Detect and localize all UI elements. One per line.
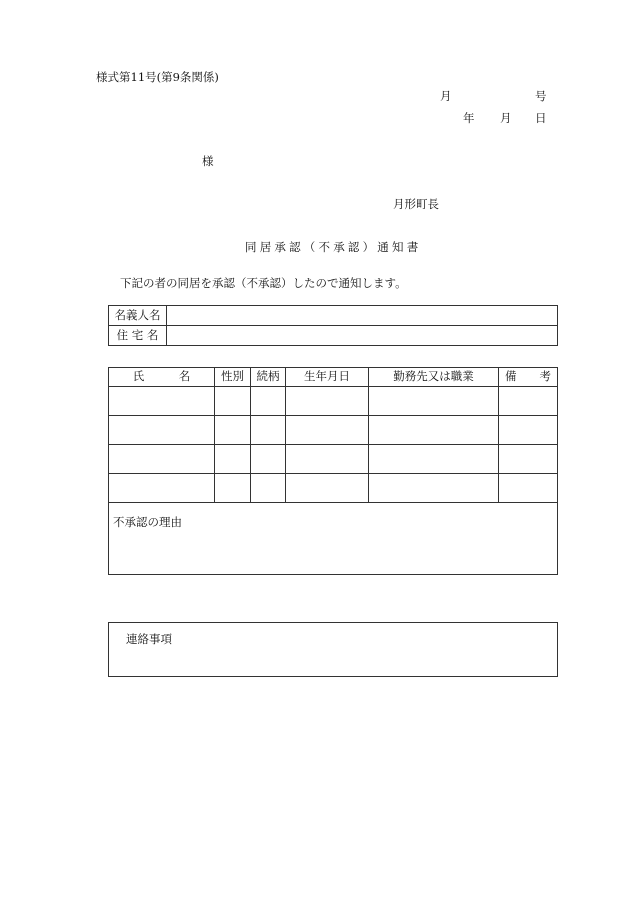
contact-notes-box[interactable] bbox=[108, 622, 558, 677]
owner-name-label: 名義人名 bbox=[109, 306, 167, 326]
member-name-cell[interactable] bbox=[109, 416, 215, 445]
header-remarks: 備 考 bbox=[499, 368, 558, 387]
member-relationship-cell[interactable] bbox=[251, 416, 286, 445]
member-gender-cell[interactable] bbox=[215, 474, 251, 503]
member-occupation-cell[interactable] bbox=[369, 416, 499, 445]
table-row bbox=[109, 474, 558, 503]
header-relationship: 続柄 bbox=[251, 368, 286, 387]
member-remarks-cell[interactable] bbox=[499, 445, 558, 474]
owner-table bbox=[108, 305, 558, 346]
member-name-cell[interactable] bbox=[109, 445, 215, 474]
body-text: 下記の者の同居を承認（不承認）したので通知します。 bbox=[120, 276, 407, 290]
member-occupation-cell[interactable] bbox=[369, 445, 499, 474]
member-occupation-cell[interactable] bbox=[369, 474, 499, 503]
member-birthdate-cell[interactable] bbox=[286, 387, 369, 416]
number-month-label: 月 bbox=[440, 89, 452, 103]
housing-name-value[interactable] bbox=[167, 326, 558, 346]
header-gender: 性別 bbox=[215, 368, 251, 387]
table-row bbox=[109, 445, 558, 474]
owner-name-value[interactable] bbox=[167, 306, 558, 326]
member-remarks-cell[interactable] bbox=[499, 416, 558, 445]
rejection-reason-label: 不承認の理由 bbox=[113, 515, 182, 529]
date-month-label: 月 bbox=[500, 111, 512, 125]
member-birthdate-cell[interactable] bbox=[286, 445, 369, 474]
number-label: 号 bbox=[535, 89, 547, 103]
member-relationship-cell[interactable] bbox=[251, 474, 286, 503]
table-row bbox=[109, 387, 558, 416]
member-gender-cell[interactable] bbox=[215, 387, 251, 416]
member-name-cell[interactable] bbox=[109, 474, 215, 503]
member-gender-cell[interactable] bbox=[215, 416, 251, 445]
member-birthdate-cell[interactable] bbox=[286, 474, 369, 503]
member-relationship-cell[interactable] bbox=[251, 387, 286, 416]
rejection-reason-box[interactable] bbox=[108, 503, 558, 575]
member-gender-cell[interactable] bbox=[215, 445, 251, 474]
member-occupation-cell[interactable] bbox=[369, 387, 499, 416]
member-remarks-cell[interactable] bbox=[499, 474, 558, 503]
form-id: 様式第11号(第9条関係) bbox=[96, 70, 219, 84]
addressee-suffix: 様 bbox=[202, 154, 214, 168]
member-birthdate-cell[interactable] bbox=[286, 416, 369, 445]
header-name: 氏 名 bbox=[109, 368, 215, 387]
member-table bbox=[108, 367, 558, 503]
housing-name-label: 住 宅 名 bbox=[109, 326, 167, 346]
contact-notes-label: 連絡事項 bbox=[126, 632, 172, 646]
date-year-label: 年 bbox=[463, 111, 475, 125]
document-title: 同居承認（不承認）通知書 bbox=[245, 240, 422, 254]
issuer-name: 月形町長 bbox=[393, 197, 439, 211]
member-relationship-cell[interactable] bbox=[251, 445, 286, 474]
member-remarks-cell[interactable] bbox=[499, 387, 558, 416]
date-day-label: 日 bbox=[535, 111, 547, 125]
header-birthdate: 生年月日 bbox=[286, 368, 369, 387]
header-occupation: 勤務先又は職業 bbox=[369, 368, 499, 387]
table-row bbox=[109, 416, 558, 445]
member-name-cell[interactable] bbox=[109, 387, 215, 416]
